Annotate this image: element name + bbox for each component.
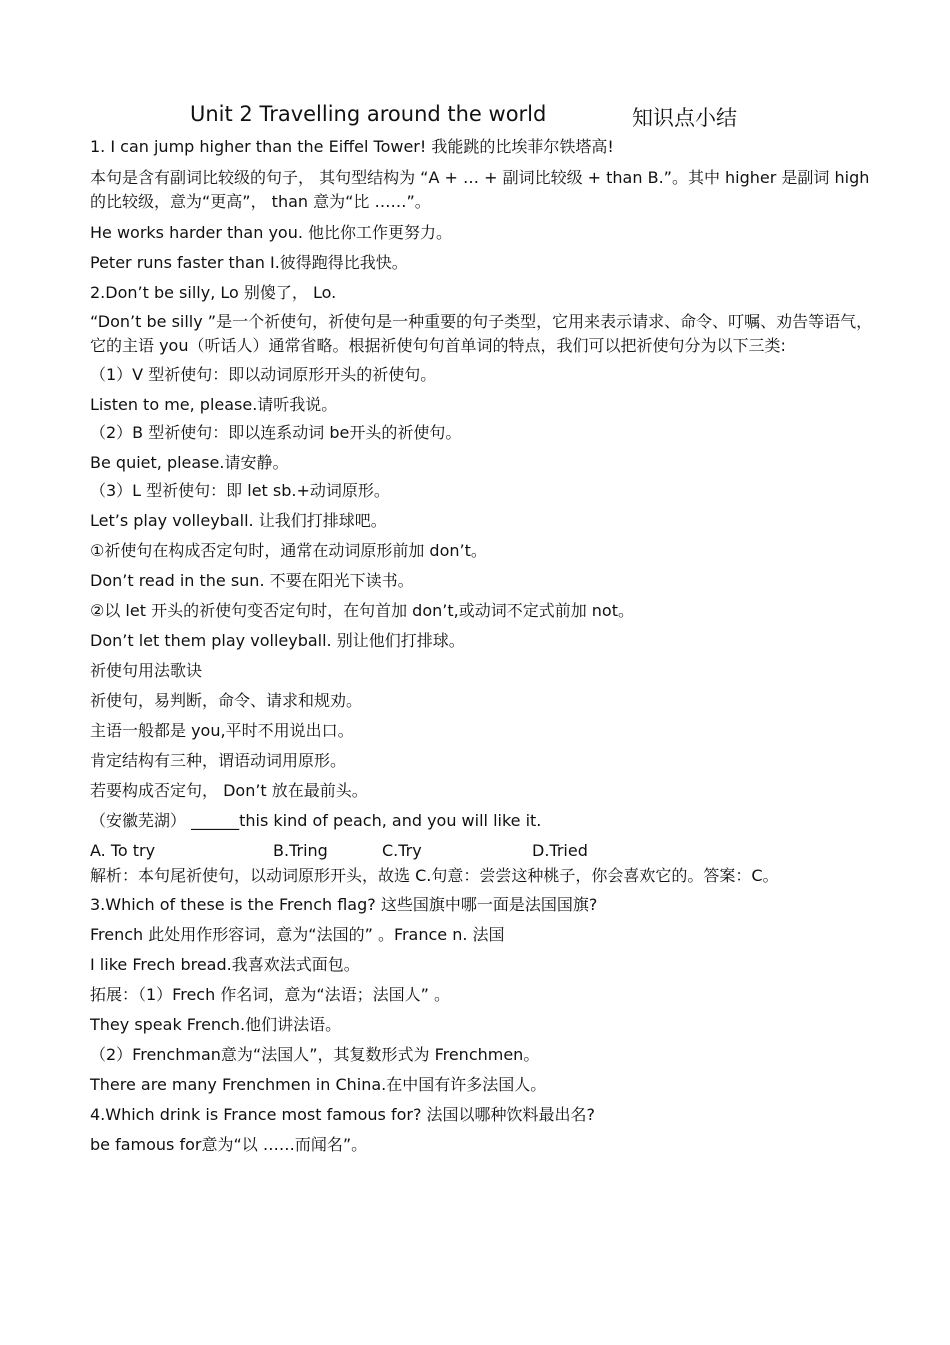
exercise-question: （安徽芜湖） ______this kind of peach, and you will like it. (90, 811, 542, 830)
document-title (0, 102, 950, 132)
title-english: Unit 2 Travelling around the world (190, 102, 547, 126)
option-c: C.Try (382, 841, 422, 860)
rhyme-line: 主语一般都是 you,平时不用说出口。 (90, 721, 354, 740)
french-explanation: French 此处用作形容词，意为“法国的” 。France n. 法国 (90, 925, 505, 944)
point-4-heading: 4.Which drink is France most famous for? 法国以哪种饮料最出名? (90, 1105, 596, 1124)
title-chinese: 知识点小结 (632, 106, 737, 130)
example-sentence: He works harder than you. 他比你工作更努力。 (90, 223, 453, 242)
point-2-explanation: “Don’t be silly ”是一个祈使句，祈使句是一种重要的句子类型，它用来表示请求、命令、叮嘱、劝告等语气，它的主语 you（听话人）通常省略。根据祈使句句首单词的特点，我们可以把祈使句分为以下三类: (90, 312, 873, 355)
example-sentence: Don’t let them play volleyball. 别让他们打排球。 (90, 631, 465, 650)
extension-2: （2）Frenchman意为“法国人”，其复数形式为 Frenchmen。 (90, 1045, 540, 1064)
rhyme-line: 若要构成否定句， Don’t 放在最前头。 (90, 781, 368, 800)
sentence-type-b: （2）B 型祈使句：即以连系动词 be开头的祈使句。 (90, 423, 462, 442)
option-d: D.Tried (532, 841, 588, 860)
exercise-options (90, 840, 880, 862)
exercise-analysis: 解析：本句尾祈使句，以动词原形开头，故选 C.句意：尝尝这种桃子，你会喜欢它的。答案：C。 (90, 866, 779, 885)
sentence-type-v: （1）V 型祈使句：即以动词原形开头的祈使句。 (90, 365, 437, 384)
example-sentence: Let’s play volleyball. 让我们打排球吧。 (90, 511, 387, 530)
example-sentence: There are many Frenchmen in China.在中国有许多法国人。 (90, 1075, 547, 1094)
point-3-heading: 3.Which of these is the French flag? 这些国旗中哪一面是法国国旗? (90, 895, 598, 914)
extension-1: 拓展：（1）Frech 作名词，意为“法语；法国人” 。 (90, 985, 450, 1004)
example-sentence: Don’t read in the sun. 不要在阳光下读书。 (90, 571, 414, 590)
document-body (90, 136, 880, 1156)
rhyme-heading: 祈使句用法歌诀 (90, 661, 203, 680)
example-sentence: They speak French.他们讲法语。 (90, 1015, 342, 1034)
rhyme-line: 肯定结构有三种，谓语动词用原形。 (90, 751, 347, 770)
sentence-type-l: （3）L 型祈使句：即 let sb.+动词原形。 (90, 481, 390, 500)
point-1-explanation: 本句是含有副词比较级的句子， 其句型结构为 “A + … + 副词比较级 + than B.”。其中 higher 是副词 high 的比较级，意为“更高”， than 意为“比 ……”。 (90, 168, 870, 211)
point-2-heading: 2.Don’t be silly, Lo 别傻了， Lo. (90, 283, 337, 302)
option-a: A. To try (90, 841, 156, 860)
example-sentence: Peter runs faster than I.彼得跑得比我快。 (90, 253, 408, 272)
example-sentence: Be quiet, please.请安静。 (90, 453, 289, 472)
phrase-explanation: be famous for意为“以 ……而闻名”。 (90, 1135, 368, 1154)
negative-rule-1: ①祈使句在构成否定句时，通常在动词原形前加 don’t。 (90, 541, 487, 560)
example-sentence: Listen to me, please.请听我说。 (90, 395, 338, 414)
option-b: B.Tring (273, 841, 328, 860)
example-sentence: I like Frech bread.我喜欢法式面包。 (90, 955, 360, 974)
rhyme-line: 祈使句，易判断，命令、请求和规劝。 (90, 691, 363, 710)
point-1-heading: 1. I can jump higher than the Eiffel Tower! 我能跳的比埃菲尔铁塔高! (90, 137, 614, 156)
negative-rule-2: ②以 let 开头的祈使句变否定句时，在句首加 don’t,或动词不定式前加 not。 (90, 601, 634, 620)
